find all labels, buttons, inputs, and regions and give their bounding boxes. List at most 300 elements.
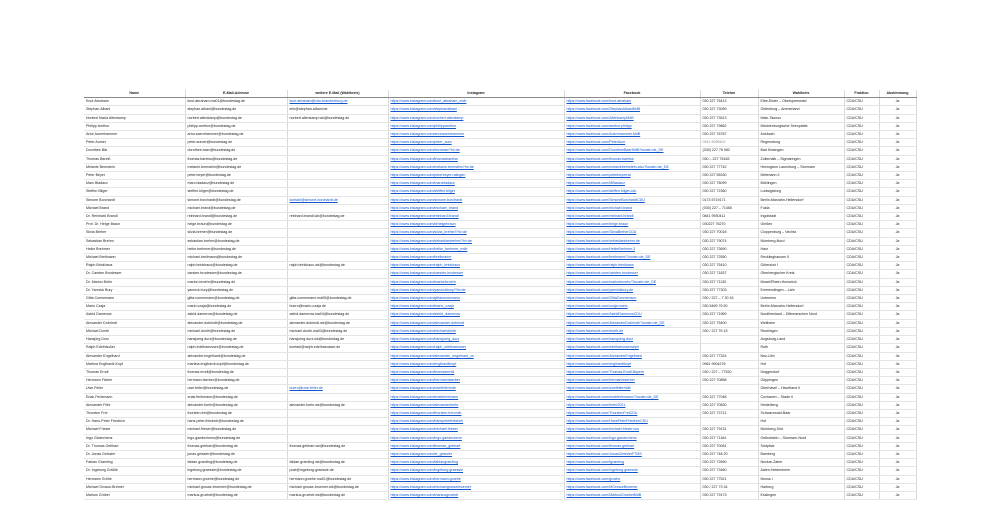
cell-facebook[interactable]: https://www.facebook.com/englhardtkopf bbox=[564, 360, 700, 368]
cell-wahlkreis: Weilheim bbox=[758, 319, 844, 327]
cell-instagram[interactable]: https://www.instagram.com/simone.borchardt bbox=[388, 196, 564, 204]
cell-instagram[interactable]: https://www.instagram.com/hermannfaerber bbox=[388, 377, 564, 385]
cell-name: Ingo Gädechens bbox=[84, 434, 185, 442]
cell-instagram[interactable]: https://www.instagram.com/hanspeterfriedrich bbox=[388, 418, 564, 426]
cell-wahlkreis: Mettmann II bbox=[758, 172, 844, 180]
cell-abstimmung: Ja bbox=[879, 426, 916, 434]
table-row bbox=[84, 368, 916, 376]
table-row bbox=[84, 131, 916, 139]
cell-wahlkreis: Aalen-Heidenheim bbox=[758, 467, 844, 475]
cell-facebook[interactable]: https://www.facebook.com/groehe bbox=[564, 475, 700, 483]
cell-name: Michael Breilmann bbox=[84, 254, 185, 262]
table-row bbox=[84, 393, 916, 401]
cell-fraktion: CDU/CSU bbox=[844, 352, 879, 360]
cell-email: carsten.brodesser@bundestag.de bbox=[185, 270, 287, 278]
cell-telefon: 030 227 73513 bbox=[700, 114, 758, 122]
cell-fraktion: CDU/CSU bbox=[844, 303, 879, 311]
cell-wahlkreis: Herzogtum Lauenburg – Stormarn bbox=[758, 163, 844, 171]
cell-abstimmung: Ja bbox=[879, 393, 916, 401]
cell-instagram[interactable]: https://www.instagram.com/breilmannr bbox=[388, 254, 564, 262]
cell-email-wk bbox=[287, 352, 388, 360]
cell-facebook[interactable]: https://www.facebook.com/GittaConnemann bbox=[564, 295, 700, 303]
cell-telefon: 030 227 71164 bbox=[700, 434, 758, 442]
cell-name: Heike Brehmer bbox=[84, 245, 185, 253]
cell-email-wk: michael.grosse-broemer.wk@bundestag.de bbox=[287, 483, 388, 491]
cell-email: helge.braun@bundestag.de bbox=[185, 221, 287, 229]
cell-facebook[interactable]: https://www.facebook.com/breilmann/?locale=de_DE bbox=[564, 254, 700, 262]
cell-facebook[interactable]: https://www.facebook.com/donth.de bbox=[564, 327, 700, 335]
cell-wahlkreis: Neckar-Zaber bbox=[758, 459, 844, 467]
cell-name: Dr. Carsten Brodesser bbox=[84, 270, 185, 278]
cell-email: steffen.bilger@bundestag.de bbox=[185, 188, 287, 196]
cell-facebook[interactable]: https://www.facebook.com/AltenkampMdB bbox=[564, 114, 700, 122]
cell-email: uwe.feiler@bundestag.de bbox=[185, 385, 287, 393]
cell-facebook[interactable]: https://www.facebook.com/steffen.bilger.cdu bbox=[564, 188, 700, 196]
cell-email-wk: markus.gruebel.wk@bundestag.de bbox=[287, 491, 388, 499]
cell-telefon: 030 227 73059 bbox=[700, 106, 758, 114]
cell-wahlkreis: Neu-Ulm bbox=[758, 352, 844, 360]
cell-email-wk bbox=[287, 360, 388, 368]
cell-instagram[interactable]: https://www.instagram.com/thomasbareiss bbox=[388, 155, 564, 163]
cell-instagram[interactable]: https://www.instagram.com/uwefeilermdb bbox=[388, 385, 564, 393]
cell-email-wk bbox=[287, 418, 388, 426]
cell-facebook[interactable]: https://www.facebook.com/ThorstenFreiCDU bbox=[564, 409, 700, 417]
cell-telefon: 030 227 748 20 bbox=[700, 450, 758, 458]
cell-abstimmung: Ja bbox=[879, 229, 916, 237]
cell-wahlkreis: Emmendingen – Lahr bbox=[758, 286, 844, 294]
cell-facebook[interactable]: https://www.facebook.com/PeterAum bbox=[564, 139, 700, 147]
cell-facebook[interactable]: https://www.facebook.com/AlexanderDobrindt/?locale=de_DE bbox=[564, 319, 700, 327]
cell-instagram[interactable]: https://www.instagram.com/thomaserndl bbox=[388, 368, 564, 376]
cell-email-wk: kontakt@ralph-edelhaeusser.de bbox=[287, 344, 388, 352]
cell-email-wk bbox=[287, 188, 388, 196]
column-header-facebook[interactable]: Facebook bbox=[564, 90, 700, 98]
cell-facebook[interactable]: https://www.facebook.com/Auernhammer.MdB bbox=[564, 131, 700, 139]
cell-abstimmung: Ja bbox=[879, 180, 916, 188]
cell-instagram[interactable]: https://www.instagram.com/ingo.gaedechens bbox=[388, 434, 564, 442]
cell-email-wk: fabian.gramling.wk@bundestag.de bbox=[287, 459, 388, 467]
cell-facebook[interactable]: https://www.facebook.com/AstridDamerowCDU bbox=[564, 311, 700, 319]
cell-telefon: 030 227 76413 bbox=[700, 98, 758, 106]
cell-facebook[interactable]: https://www.facebook.com/czaja.mario bbox=[564, 303, 700, 311]
cell-name: Enak Ferlemann bbox=[84, 393, 185, 401]
cell-wahlkreis: Ansbach bbox=[758, 131, 844, 139]
cell-wahlkreis: Elbe-Elster – Oberspreewald bbox=[758, 98, 844, 106]
cell-name: Dr. Reinhard Brandl bbox=[84, 213, 185, 221]
cell-telefon: 030 / 227 73 34 bbox=[700, 483, 758, 491]
cell-fraktion: CDU/CSU bbox=[844, 270, 879, 278]
cell-fraktion: CDU/CSU bbox=[844, 245, 879, 253]
cell-email-wk bbox=[287, 139, 388, 147]
cell-name: Stephan Albani bbox=[84, 106, 185, 114]
cell-facebook[interactable]: https://www.facebook.com/Thomas.Erndl.Bayern bbox=[564, 368, 700, 376]
cell-email-wk: hansjoerg.durz.wk@bundestag.de bbox=[287, 336, 388, 344]
cell-instagram[interactable]: https://www.instagram.com/philippamthor bbox=[388, 122, 564, 130]
cell-instagram[interactable]: https://www.instagram.com/sebastianbrehm/?hl=de bbox=[388, 237, 564, 245]
cell-telefon: 030 227 79074 bbox=[700, 237, 758, 245]
cell-instagram[interactable]: https://www.instagram.com/michael.frieser bbox=[388, 426, 564, 434]
cell-abstimmung: Ja bbox=[879, 475, 916, 483]
cell-wahlkreis: Bamberg bbox=[758, 450, 844, 458]
cell-telefon: 030 227 72890 bbox=[700, 459, 758, 467]
table-row bbox=[84, 254, 916, 262]
cell-instagram[interactable]: https://www.instagram.com/peter_aum bbox=[388, 139, 564, 147]
cell-abstimmung: Ja bbox=[879, 188, 916, 196]
cell-instagram[interactable]: https://www.instagram.com/melanie.bernstein?hl=de bbox=[388, 163, 564, 171]
cell-facebook[interactable]: https://www.facebook.com/reinhard.brandl bbox=[564, 213, 700, 221]
cell-fraktion: CDU/CSU bbox=[844, 147, 879, 155]
cell-instagram[interactable]: https://www.instagram.com/reinhard.brandl bbox=[388, 213, 564, 221]
cell-email-wk bbox=[287, 237, 388, 245]
column-header-telefon[interactable]: Telefon bbox=[700, 90, 758, 98]
cell-email: enak.ferlemann@bundestag.de bbox=[185, 393, 287, 401]
cell-instagram[interactable]: https://www.instagram.com/thomas_gebhart bbox=[388, 442, 564, 450]
cell-abstimmung: Ja bbox=[879, 409, 916, 417]
cell-telefon: 030 227 79862 bbox=[700, 122, 758, 130]
cell-wahlkreis: Ingolstadt bbox=[758, 213, 844, 221]
cell-telefon: (030) 227 76 082 bbox=[700, 147, 758, 155]
cell-instagram[interactable]: https://www.instagram.com/alexander.dobrindt bbox=[388, 319, 564, 327]
cell-fraktion: CDU/CSU bbox=[844, 442, 879, 450]
table-row bbox=[84, 311, 916, 319]
cell-email: hermann.groehe@bundestag.de bbox=[185, 475, 287, 483]
cell-facebook[interactable]: https://www.facebook.com/sebastianbrehm.de bbox=[564, 237, 700, 245]
cell-instagram[interactable]: https://www.instagram.com/gittaconnemann bbox=[388, 295, 564, 303]
cell-wahlkreis: Göppingen bbox=[758, 377, 844, 385]
cell-fraktion: CDU/CSU bbox=[844, 155, 879, 163]
column-header-name[interactable]: Name bbox=[84, 90, 185, 98]
cell-email-wk bbox=[287, 368, 388, 376]
cell-name: Hermann Färber bbox=[84, 377, 185, 385]
cell-email: marlon.broehr@bundestag.de bbox=[185, 278, 287, 286]
table-row bbox=[84, 475, 916, 483]
table-row bbox=[84, 204, 916, 212]
cell-email: hermann.faerber@bundestag.de bbox=[185, 377, 287, 385]
cell-email: michael.brand@bundestag.de bbox=[185, 204, 287, 212]
cell-email: silvia.breher@bundestag.de bbox=[185, 229, 287, 237]
column-header-email[interactable]: E-Mail-Adresse bbox=[185, 90, 287, 98]
cell-name: Alexander Föhr bbox=[84, 401, 185, 409]
cell-name: Dr. Yannick Bury bbox=[84, 286, 185, 294]
cell-abstimmung: Ja bbox=[879, 327, 916, 335]
cell-email-wk bbox=[287, 131, 388, 139]
cell-facebook[interactable]: https://www.facebook.com/helge.braun bbox=[564, 221, 700, 229]
cell-name: Dr. Marlon Bröhr bbox=[84, 278, 185, 286]
cell-instagram[interactable]: https://www.instagram.com/ralph_brinkhaus bbox=[388, 262, 564, 270]
cell-wahlkreis: Heidelberg bbox=[758, 401, 844, 409]
cell-facebook[interactable]: https://www.facebook.com/JonasGeisslerFTMS bbox=[564, 450, 700, 458]
cell-instagram[interactable]: https://www.instagram.com/michaelgrossebroemer bbox=[388, 483, 564, 491]
cell-abstimmung: Ja bbox=[879, 98, 916, 106]
cell-fraktion: CDU/CSU bbox=[844, 204, 879, 212]
cell-fraktion: CDU/CSU bbox=[844, 278, 879, 286]
cell-email: ralph.edelhaeusser@bundestag.de bbox=[185, 344, 287, 352]
cell-instagram[interactable]: https://www.instagram.com/englhardtkopf bbox=[388, 360, 564, 368]
cell-facebook[interactable]: https://www.facebook.com/MBiadacz bbox=[564, 180, 700, 188]
column-header-abstimmung[interactable]: Abstimmung bbox=[879, 90, 916, 98]
cell-instagram[interactable]: https://www.instagram.com/arturauernhammer bbox=[388, 131, 564, 139]
cell-email-wk: gitta.connemann.ma05@bundestag.de bbox=[287, 295, 388, 303]
cell-wahlkreis: Cloppenburg – Vechta bbox=[758, 229, 844, 237]
cell-facebook[interactable]: https://www.facebook.com/enakferlemann/?locale=de_DE bbox=[564, 393, 700, 401]
cell-facebook[interactable]: https://www.facebook.com/hermannfaerber bbox=[564, 377, 700, 385]
cell-email-wk[interactable]: kontakt@simone-borchardt.de bbox=[287, 196, 388, 204]
table-row bbox=[84, 229, 916, 237]
cell-instagram[interactable]: https://www.instagram.com/alexander_engelhard_cs bbox=[388, 352, 564, 360]
cell-abstimmung: Ja bbox=[879, 295, 916, 303]
cell-telefon: (030) 227 – 71465 bbox=[700, 204, 758, 212]
cell-instagram[interactable]: https://www.instagram.com/thorsten.frei.mdb bbox=[388, 409, 564, 417]
cell-instagram[interactable]: https://www.instagram.com/peterbeyer.ratingen bbox=[388, 172, 564, 180]
cell-email: peter.aumer@bundestag.de bbox=[185, 139, 287, 147]
cell-facebook[interactable]: https://www.facebook.com/melaniebernstein.cdu/?locale=de_DE bbox=[564, 163, 700, 171]
cell-name: Hermann Gröhe bbox=[84, 475, 185, 483]
table-row bbox=[84, 377, 916, 385]
cell-abstimmung: Ja bbox=[879, 270, 916, 278]
cell-telefon: 030 227 79131 bbox=[700, 426, 758, 434]
cell-name: Fabian Gramling bbox=[84, 459, 185, 467]
cell-name: Simone Borchardt bbox=[84, 196, 185, 204]
cell-abstimmung: Ja bbox=[879, 262, 916, 270]
cell-abstimmung: Ja bbox=[879, 467, 916, 475]
cell-instagram[interactable]: https://www.instagram.com/markusgruebel bbox=[388, 491, 564, 499]
cell-email: michael.frieser@bundestag.de bbox=[185, 426, 287, 434]
cell-instagram[interactable]: https://www.instagram.com/drhelgebraun bbox=[388, 221, 564, 229]
cell-email-wk: michael.donth.ma03@bundestag.de bbox=[287, 327, 388, 335]
cell-telefon: 030 227 77048 bbox=[700, 393, 758, 401]
cell-fraktion: CDU/CSU bbox=[844, 385, 879, 393]
cell-instagram[interactable]: https://www.instagram.com/alexanderfoehr bbox=[388, 401, 564, 409]
cell-telefon: 030 / 227 – 7 30 16 bbox=[700, 295, 758, 303]
cell-instagram[interactable]: https://www.instagram.com/yannickbury/?hl=de bbox=[388, 286, 564, 294]
cell-instagram[interactable]: https://www.instagram.com/carsten.brodesser bbox=[388, 270, 564, 278]
cell-email: markus.gruebel@bundestag.de bbox=[185, 491, 287, 499]
cell-instagram[interactable]: https://www.instagram.com/heike_brehmer_mdb bbox=[388, 245, 564, 253]
cell-abstimmung: Ja bbox=[879, 204, 916, 212]
cell-name: Artur Auernhammer bbox=[84, 131, 185, 139]
cell-telefon: 030 227 76767 bbox=[700, 131, 758, 139]
cell-fraktion: CDU/CSU bbox=[844, 254, 879, 262]
cell-instagram[interactable]: https://www.instagram.com/michael_brand bbox=[388, 204, 564, 212]
cell-email: heike.brehmer@bundestag.de bbox=[185, 245, 287, 253]
cell-fraktion: CDU/CSU bbox=[844, 311, 879, 319]
cell-facebook[interactable]: https://www.facebook.com/peterbeyerrat bbox=[564, 172, 700, 180]
cell-facebook[interactable]: https://www.facebook.com/thomas.bareiss bbox=[564, 155, 700, 163]
cell-instagram[interactable]: https://www.instagram.com/marlonbroehr bbox=[388, 278, 564, 286]
cell-facebook[interactable]: https://www.facebook.com/fgramling bbox=[564, 459, 700, 467]
cell-facebook[interactable]: https://www.facebook.com/StephanAlbaniMdB bbox=[564, 106, 700, 114]
cell-email: mario.czaja@bundestag.de bbox=[185, 303, 287, 311]
cell-instagram[interactable]: https://www.instagram.com/steffen.bilger bbox=[388, 188, 564, 196]
table-row bbox=[84, 106, 916, 114]
cell-facebook[interactable]: https://www.facebook.com/foehr2021 bbox=[564, 401, 700, 409]
cell-abstimmung: Ja bbox=[879, 147, 916, 155]
cell-email-wk bbox=[287, 434, 388, 442]
cell-name: Thomas Bareiß bbox=[84, 155, 185, 163]
cell-wahlkreis: Hof bbox=[758, 360, 844, 368]
cell-facebook[interactable]: https://www.facebook.com/uwefeilermdb bbox=[564, 385, 700, 393]
column-header-fraktion[interactable]: Fraktion bbox=[844, 90, 879, 98]
table-row bbox=[84, 360, 916, 368]
cell-instagram[interactable]: https://www.instagram.com/hermann.groehe bbox=[388, 475, 564, 483]
cell-abstimmung: Ja bbox=[879, 434, 916, 442]
cell-name: Michael Grosse-Brömer bbox=[84, 483, 185, 491]
cell-instagram[interactable]: https://www.instagram.com/knut_abraham_mdb bbox=[388, 98, 564, 106]
cell-telefon: 0941 5095402 bbox=[700, 139, 758, 147]
cell-wahlkreis: Ludwigsburg bbox=[758, 188, 844, 196]
contact-spreadsheet bbox=[84, 90, 917, 500]
cell-facebook[interactable]: https://www.facebook.com/amthor.philipp bbox=[564, 122, 700, 130]
cell-email: philipp.amthor@bundestag.de bbox=[185, 122, 287, 130]
cell-email-wk: info@stephan-albani.de bbox=[287, 106, 388, 114]
header-row bbox=[84, 90, 916, 98]
cell-instagram[interactable]: https://www.instagram.com/enakferlemann bbox=[388, 393, 564, 401]
cell-email: hansjoerg.durz@bundestag.de bbox=[185, 336, 287, 344]
cell-email-wk bbox=[287, 245, 388, 253]
table-row bbox=[84, 319, 916, 327]
cell-name: Michael Frieser bbox=[84, 426, 185, 434]
cell-email-wk: thomas.gebhart.wk@bundestag.de bbox=[287, 442, 388, 450]
cell-facebook[interactable]: https://www.facebook.com/ingo.gaedechens bbox=[564, 434, 700, 442]
cell-abstimmung: Ja bbox=[879, 278, 916, 286]
cell-name: Markus Grübel bbox=[84, 491, 185, 499]
cell-instagram[interactable]: https://www.instagram.com/ingeborg.graessle bbox=[388, 467, 564, 475]
cell-facebook[interactable]: https://www.facebook.com/HeikeBrehmer.3 bbox=[564, 245, 700, 253]
cell-facebook[interactable]: https://www.facebook.com/edelhaeusserralph bbox=[564, 344, 700, 352]
cell-instagram[interactable]: https://www.instagram.com/michaeldonth bbox=[388, 327, 564, 335]
cell-email-wk[interactable]: buero@uwe-feiler.de bbox=[287, 385, 388, 393]
cell-name: Mario Czaja bbox=[84, 303, 185, 311]
column-header-instagram[interactable]: Instagram bbox=[388, 90, 564, 98]
table-row bbox=[84, 221, 916, 229]
cell-wahlkreis: Bad Kissingen bbox=[758, 147, 844, 155]
cell-fraktion: CDU/CSU bbox=[844, 467, 879, 475]
cell-wahlkreis: Roth bbox=[758, 344, 844, 352]
cell-facebook[interactable]: https://www.facebook.com/SimoneBorchardtCDU bbox=[564, 196, 700, 204]
cell-facebook[interactable]: https://www.facebook.com/DorotheeBaerMdB?locale=de_DE bbox=[564, 147, 700, 155]
cell-name: Philipp Amthor bbox=[84, 122, 185, 130]
table-row bbox=[84, 114, 916, 122]
column-header-wahlkreis[interactable]: Wahlkreis bbox=[758, 90, 844, 98]
cell-instagram[interactable]: https://www.instagram.com/silvia_breher/?hl=de bbox=[388, 229, 564, 237]
cell-telefon bbox=[700, 418, 758, 426]
cell-instagram[interactable]: https://www.instagram.com/ralph_edelhaeusser bbox=[388, 344, 564, 352]
cell-facebook[interactable]: https://www.facebook.com/carsten.brodesser bbox=[564, 270, 700, 278]
cell-wahlkreis: Esslingen bbox=[758, 491, 844, 499]
cell-facebook[interactable]: https://www.facebook.com/thomas.gebhart bbox=[564, 442, 700, 450]
cell-abstimmung: Ja bbox=[879, 163, 916, 171]
cell-wahlkreis: Mecklenburgische Seenplatte bbox=[758, 122, 844, 130]
cell-wahlkreis: Neuss I bbox=[758, 475, 844, 483]
cell-wahlkreis: Oberhavel – Havelland II bbox=[758, 385, 844, 393]
cell-instagram[interactable]: https://www.instagram.com/stephanalbani bbox=[388, 106, 564, 114]
cell-abstimmung: Ja bbox=[879, 344, 916, 352]
cell-facebook[interactable]: https://www.facebook.com/yannickbury.de bbox=[564, 286, 700, 294]
cell-fraktion: CDU/CSU bbox=[844, 327, 879, 335]
table-row bbox=[84, 352, 916, 360]
cell-name: Dr. Jonas Geissler bbox=[84, 450, 185, 458]
cell-instagram[interactable]: https://www.instagram.com/norbert.altenkamp bbox=[388, 114, 564, 122]
cell-wahlkreis: Main-Taunus bbox=[758, 114, 844, 122]
cell-facebook[interactable]: https://www.facebook.com/MarkusGruebelMdB bbox=[564, 491, 700, 499]
cell-instagram[interactable]: https://www.instagram.com/hansjoerg_durz bbox=[388, 336, 564, 344]
cell-email-wk bbox=[287, 393, 388, 401]
cell-facebook[interactable]: https://www.facebook.com/knut.abraham bbox=[564, 98, 700, 106]
cell-facebook[interactable]: https://www.facebook.com/ingeborg.graessle bbox=[564, 467, 700, 475]
cell-fraktion: CDU/CSU bbox=[844, 122, 879, 130]
cell-fraktion: CDU/CSU bbox=[844, 196, 879, 204]
cell-instagram[interactable]: https://www.instagram.com/astrid_damerow bbox=[388, 311, 564, 319]
cell-wahlkreis: Oldenburg – Ammerland bbox=[758, 106, 844, 114]
cell-name: Norbert Maria Altenkamp bbox=[84, 114, 185, 122]
cell-facebook[interactable]: https://www.facebook.com/ralph.brinkhaus bbox=[564, 262, 700, 270]
cell-facebook[interactable]: https://www.facebook.com/marlonbroehr/?locale=de_DE bbox=[564, 278, 700, 286]
cell-email: ingo.gaedechens@bundestag.de bbox=[185, 434, 287, 442]
cell-email-wk bbox=[287, 450, 388, 458]
cell-abstimmung: Ja bbox=[879, 483, 916, 491]
cell-email: thorsten.frei@bundestag.de bbox=[185, 409, 287, 417]
table-row bbox=[84, 188, 916, 196]
cell-facebook[interactable]: https://www.facebook.com/michael.frieser.csu bbox=[564, 426, 700, 434]
cell-email: astrid.damerow@bundestag.de bbox=[185, 311, 287, 319]
cell-name: Astrid Damerow bbox=[84, 311, 185, 319]
column-header-email-wk[interactable]: weitere E-Mail (Wahlkreis) bbox=[287, 90, 388, 98]
cell-wahlkreis: Berlin-Marzahn-Hellersdorf bbox=[758, 196, 844, 204]
cell-instagram[interactable]: https://www.instagram.com/fabiangramling bbox=[388, 459, 564, 467]
cell-facebook[interactable]: https://www.facebook.com/HansPeterFriedrichCSU bbox=[564, 418, 700, 426]
cell-fraktion: CDU/CSU bbox=[844, 172, 879, 180]
cell-fraktion: CDU/CSU bbox=[844, 221, 879, 229]
cell-abstimmung: Ja bbox=[879, 303, 916, 311]
cell-email: peter.beyer@bundestag.de bbox=[185, 172, 287, 180]
cell-instagram[interactable]: https://www.instagram.com/mario_czaja bbox=[388, 303, 564, 311]
cell-name: Steffen Bilger bbox=[84, 188, 185, 196]
cell-email: yannick.bury@bundestag.de bbox=[185, 286, 287, 294]
cell-email: stephan.albani@bundestag.de bbox=[185, 106, 287, 114]
cell-abstimmung: Ja bbox=[879, 221, 916, 229]
cell-fraktion: CDU/CSU bbox=[844, 237, 879, 245]
cell-email: gitta.connemann@bundestag.de bbox=[185, 295, 287, 303]
cell-facebook[interactable]: https://www.facebook.com/hansjoerg.durz bbox=[564, 336, 700, 344]
cell-abstimmung: Ja bbox=[879, 360, 916, 368]
cell-email-wk[interactable]: knut.abraham@cdu-brandenburg.de bbox=[287, 98, 388, 106]
cell-fraktion: CDU/CSU bbox=[844, 262, 879, 270]
cell-telefon: 030 227 75410 bbox=[700, 262, 758, 270]
cell-email-wk: buero@mario-czaja.de bbox=[287, 303, 388, 311]
cell-facebook[interactable]: https://www.facebook.com/SilviaBreherCDU bbox=[564, 229, 700, 237]
cell-name: Alexander Engelhard bbox=[84, 352, 185, 360]
cell-abstimmung: Ja bbox=[879, 122, 916, 130]
cell-telefon: 030 227 77521 bbox=[700, 475, 758, 483]
table-row bbox=[84, 286, 916, 294]
table-row bbox=[84, 434, 916, 442]
cell-fraktion: CDU/CSU bbox=[844, 401, 879, 409]
table-row bbox=[84, 385, 916, 393]
cell-facebook[interactable]: https://www.facebook.com/AlexanderEngelhard bbox=[564, 352, 700, 360]
cell-abstimmung: Ja bbox=[879, 352, 916, 360]
cell-fraktion: CDU/CSU bbox=[844, 139, 879, 147]
cell-instagram[interactable]: https://www.instagram.com/dorobaer?hl=de bbox=[388, 147, 564, 155]
cell-facebook[interactable]: https://www.facebook.com/michael.brand bbox=[564, 204, 700, 212]
cell-telefon: 030 227 71969 bbox=[700, 311, 758, 319]
cell-telefon bbox=[700, 385, 758, 393]
cell-name: Dr. Thomas Gebhart bbox=[84, 442, 185, 450]
cell-instagram[interactable]: https://www.instagram.com/marcbiadacz bbox=[388, 180, 564, 188]
cell-abstimmung: Ja bbox=[879, 450, 916, 458]
cell-instagram[interactable]: https://www.instagram.com/dr_geissler bbox=[388, 450, 564, 458]
cell-facebook[interactable]: https://www.facebook.com/MGrosseBroemer bbox=[564, 483, 700, 491]
cell-email-wk bbox=[287, 254, 388, 262]
